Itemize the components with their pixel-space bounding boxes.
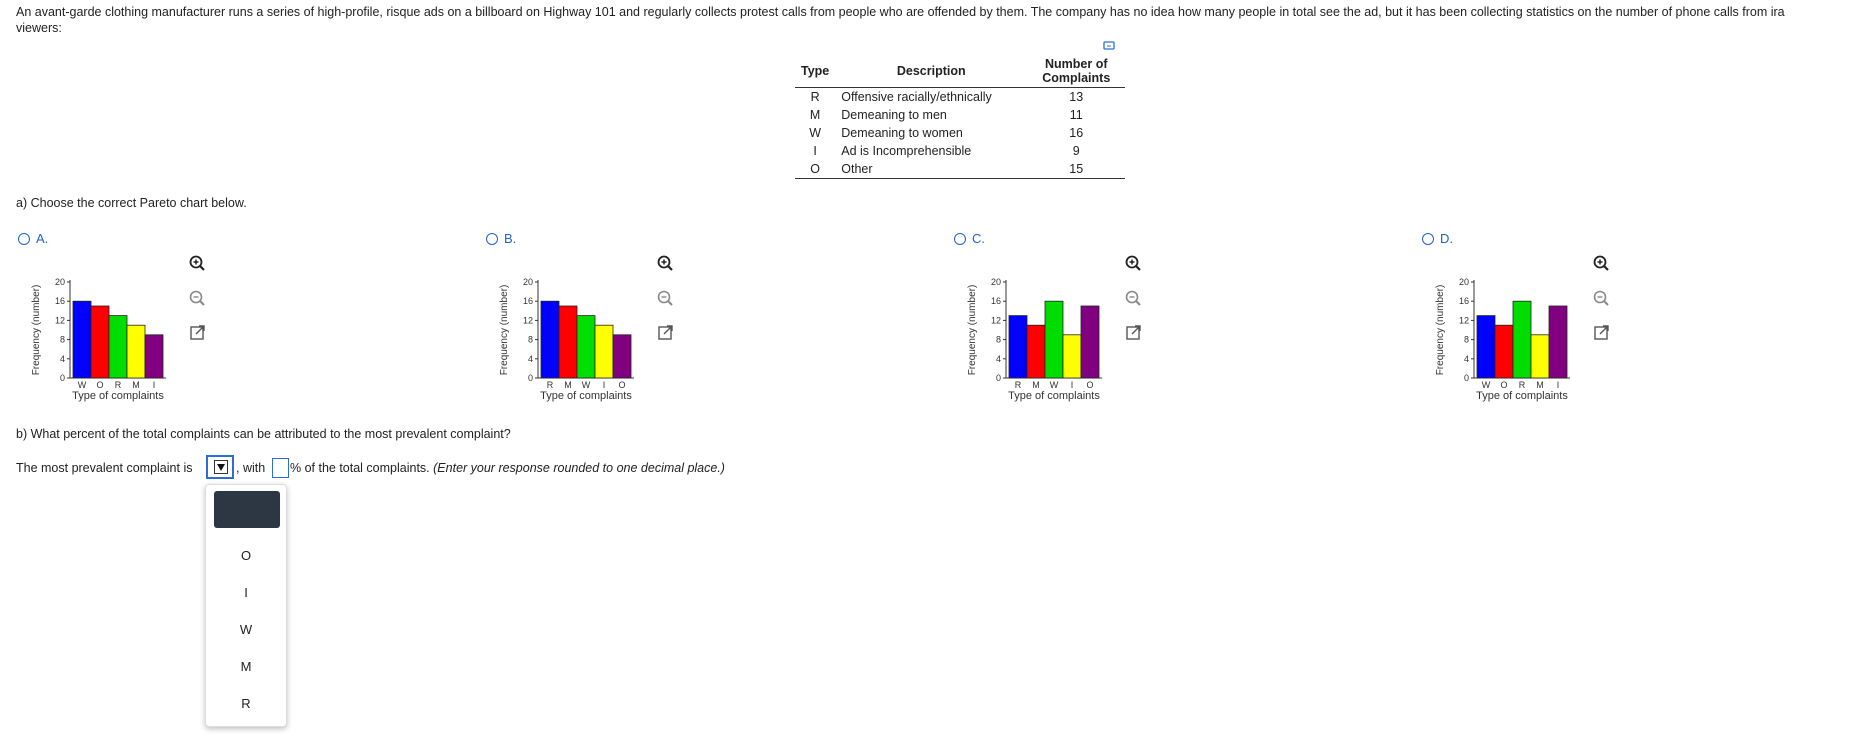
option-a[interactable] [18,231,48,246]
complaints-table [795,55,1125,179]
x-tick-label: W [77,380,87,390]
table-header: Description [835,55,1027,88]
y-tick-label: 4 [995,353,1001,364]
zoom-in-icon[interactable] [656,254,674,272]
x-axis-label: Type of complaints [72,390,164,402]
zoom-out-icon[interactable] [1592,289,1610,307]
dropdown-selected-item[interactable] [214,491,280,528]
option-a-label: A. [36,231,49,246]
answer-with: , with [236,461,266,475]
radio-b[interactable] [486,233,498,245]
y-tick-label: 16 [1458,296,1469,307]
x-tick-label: W [581,380,591,390]
option-c[interactable] [954,231,985,246]
expand-icon[interactable] [188,324,206,342]
part-b-question: b) What percent of the total complaints can be attributed to the most prevalent complaint? [16,427,511,441]
answer-instruction: (Enter your response rounded to one decimal place.) [433,461,725,475]
table-cell-type: O [795,160,835,179]
bar [73,301,91,378]
table-cell-type: M [809,108,821,122]
answer-suffix: % of the total complaints. [290,461,430,475]
table-cell-count: 9 [1072,144,1080,158]
y-tick-label: 12 [522,315,533,326]
bar [1081,306,1099,378]
y-axis-label: Frequency (number) [1435,284,1446,376]
percent-input[interactable] [272,458,289,478]
dropdown-item-o[interactable]: O [240,548,252,563]
table-row [795,88,1125,107]
y-tick-label: 0 [59,373,65,383]
y-tick-label: 4 [1463,353,1469,364]
y-tick-label: 0 [527,373,533,383]
answer-suffix-row [290,461,725,475]
dropdown-item-w[interactable]: W [239,622,253,637]
x-axis-label: Type of complaints [1008,390,1100,402]
x-tick-label: M [132,380,140,390]
expand-icon[interactable] [656,324,674,342]
dropdown-arrow-icon [214,460,228,474]
y-tick-label: 12 [990,315,1001,326]
bar [1009,316,1027,378]
table-row [795,142,1125,160]
bar [541,301,559,378]
option-d[interactable] [1422,231,1453,246]
pareto-chart-d [1434,255,1574,405]
table-cell-description: Demeaning to men [841,108,947,122]
table-header: Number of Complaints [1027,55,1125,88]
x-tick-label: R [1014,380,1022,390]
pareto-chart-a [30,255,170,405]
x-tick-label: O [618,380,626,390]
y-tick-label: 8 [1463,334,1469,345]
y-tick-label: 12 [1458,315,1469,326]
x-tick-label: W [1481,380,1491,390]
bar [559,306,577,378]
problem-text: An avant-garde clothing manufacturer runs a series of high-profile, risque ads on a billboard on Highway 101 and regularly collects protest calls from people who are offended by them. The company has no idea how many people in total see the ad, but it has been collecting statistics on the number of phone calls from ira [16,5,1785,19]
part-a-question: a) Choose the correct Pareto chart below. [16,196,247,210]
y-tick-label: 20 [990,277,1001,287]
x-tick-label: O [1086,380,1094,390]
x-tick-label: I [1070,380,1074,390]
x-tick-label: M [1536,380,1544,390]
table-header: Type [795,55,835,88]
x-tick-label: O [96,380,104,390]
problem-text-cont: viewers: [16,21,62,35]
option-c-label: C. [972,231,985,246]
zoom-in-icon[interactable] [1592,254,1610,272]
x-tick-label: R [114,380,122,390]
y-tick-label: 20 [522,277,533,287]
table-cell-description: Demeaning to women [841,126,963,140]
x-tick-label: I [152,380,156,390]
option-d-label: D. [1440,231,1453,246]
table-cell-type: W [809,126,822,140]
table-cell-type: R [810,90,820,104]
table-row [795,124,1125,142]
bar [109,316,127,378]
y-tick-label: 20 [1458,277,1469,287]
y-tick-label: 0 [995,373,1001,383]
option-b[interactable] [486,231,516,246]
bar [1495,325,1513,378]
x-tick-label: R [546,380,554,390]
x-axis-label: Type of complaints [1476,390,1568,402]
table-cell-count: 13 [1069,90,1084,104]
radio-c[interactable] [954,233,966,245]
y-tick-label: 16 [54,296,65,307]
x-tick-label: R [1518,380,1526,390]
table-row [795,160,1125,179]
y-tick-label: 16 [522,296,533,307]
bar [1477,316,1495,378]
expand-icon[interactable] [1592,324,1610,342]
x-tick-label: M [1032,380,1040,390]
table-cell-count: 16 [1069,126,1084,140]
zoom-out-icon[interactable] [656,289,674,307]
zoom-out-icon[interactable] [188,289,206,307]
y-tick-label: 8 [995,334,1001,345]
x-tick-label: W [1049,380,1059,390]
table-cell-count: 15 [1027,160,1125,179]
y-tick-label: 4 [59,353,65,364]
answer-prefix: The most prevalent complaint is [16,461,193,475]
dropdown-item-m[interactable]: M [240,659,252,674]
y-tick-label: 20 [54,277,65,287]
bar [595,325,613,378]
x-axis-label: Type of complaints [540,390,632,402]
y-tick-label: 8 [527,334,533,345]
option-b-label: B. [504,231,517,246]
bar [145,335,163,378]
bar [1531,335,1549,378]
pareto-chart-c [966,255,1106,405]
table-cell-count: 11 [1069,108,1083,122]
y-tick-label: 12 [54,315,65,326]
x-tick-label: I [602,380,606,390]
zoom-in-icon[interactable] [1124,254,1142,272]
bar [613,335,631,378]
dropdown-item-i[interactable]: I [244,585,248,600]
pareto-chart-b [498,255,638,405]
x-tick-label: M [564,380,572,390]
x-tick-label: I [1556,380,1560,390]
complaint-dropdown-menu [205,484,287,727]
table-row [795,106,1125,124]
table-cell-description: Offensive racially/ethnically [841,90,992,104]
bar [91,306,109,378]
y-tick-label: 4 [527,353,533,364]
y-axis-label: Frequency (number) [499,284,510,376]
zoom-out-icon[interactable] [1124,289,1142,307]
bar [1045,301,1063,378]
table-cell-description: Ad is Incomprehensible [841,144,972,158]
y-tick-label: 8 [59,334,65,345]
y-axis-label: Frequency (number) [31,284,42,376]
bar [1549,306,1567,378]
zoom-in-icon[interactable] [188,254,206,272]
complaint-select[interactable] [206,455,234,479]
bar [577,316,595,378]
bar [1063,335,1081,378]
radio-d[interactable] [1422,233,1434,245]
table-cell-type: I [813,144,817,158]
radio-a[interactable] [18,233,30,245]
y-tick-label: 0 [1463,373,1469,383]
expand-icon[interactable] [1124,324,1142,342]
bar [127,325,145,378]
bar [1513,301,1531,378]
y-axis-label: Frequency (number) [967,284,978,376]
bar [1027,325,1045,378]
y-tick-label: 16 [990,296,1001,307]
dropdown-item-r[interactable]: R [241,696,251,711]
copy-icon[interactable] [1103,41,1115,51]
table-cell-description: Other [835,160,1027,179]
x-tick-label: O [1500,380,1508,390]
